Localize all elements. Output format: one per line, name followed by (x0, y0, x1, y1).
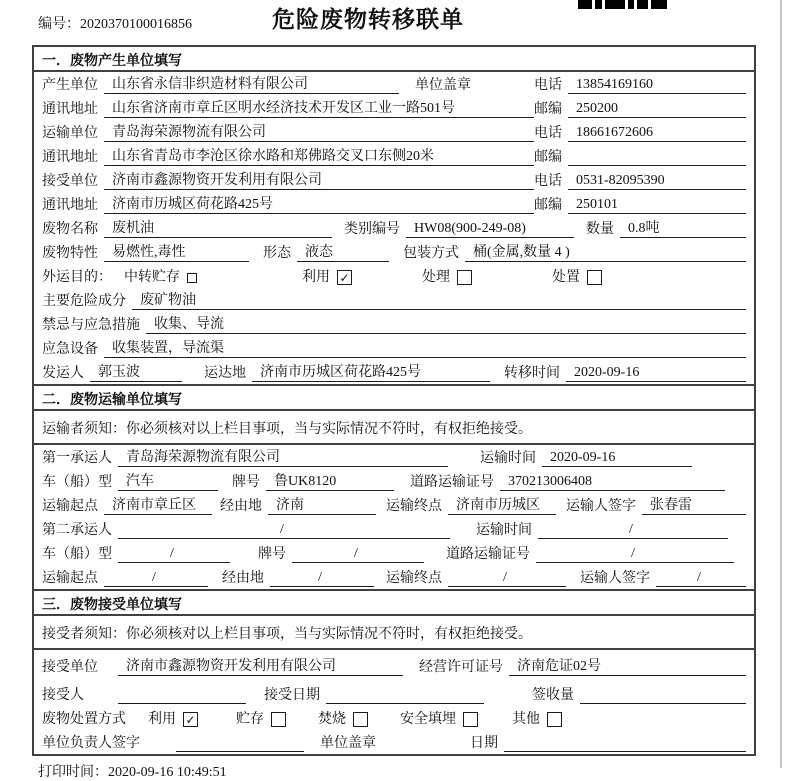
permit1-value: 370213006408 (500, 474, 725, 491)
carrier1-value: 青岛海荣源物流有限公司 (118, 446, 448, 467)
accept-date-value (326, 687, 484, 704)
destination-value: 济南市历城区荷花路425号 (252, 361, 490, 382)
hazard-value: 废矿物油 (132, 289, 746, 310)
row-route2 (34, 565, 754, 589)
transporter-phone-value: 18661672606 (568, 125, 746, 142)
section-producer (34, 47, 754, 384)
row-waste-traits (34, 240, 754, 264)
manifest-form (32, 45, 756, 756)
sign-date-label: 日期 (470, 736, 498, 751)
producer-address-value: 山东省济南市章丘区明水经济技术开发区工业一路501号 (104, 97, 534, 118)
end2-value: / (448, 570, 566, 587)
accept-date-label: 接受日期 (264, 688, 320, 703)
purpose-option-use-checkbox: ✓ (337, 270, 352, 285)
waste-name-label: 废物名称 (42, 222, 98, 237)
producer-label: 产生单位 (42, 78, 98, 93)
vehicle2-label: 车（船）型 (42, 547, 112, 562)
row-receiver (34, 168, 754, 192)
row-vehicle1 (34, 469, 754, 493)
receiver-zip-value: 250101 (568, 197, 746, 214)
row-taboo (34, 312, 754, 336)
purpose-option-treat-label: 处理 (422, 270, 450, 285)
producer-phone-label: 电话 (534, 78, 562, 93)
license-value: 济南危证02号 (509, 655, 746, 676)
plate2-value: / (292, 546, 424, 563)
document-number-label: 编号： (38, 17, 80, 32)
row-hazard (34, 288, 754, 312)
signed-amount-label: 签收量 (532, 688, 574, 703)
waste-qty-value: 0.8吨 (620, 217, 746, 238)
accept-person-label: 接受人 (42, 688, 84, 703)
carrier1-label: 第一承运人 (42, 451, 112, 466)
packing-value: 桶(金属,数量 4 ) (465, 241, 746, 262)
plate2-label: 牌号 (258, 547, 286, 562)
carrier1-time-value: 2020-09-16 (542, 450, 692, 467)
section2-title: 二．废物运输单位填写 (34, 386, 754, 411)
carrier2-time-value: / (538, 522, 728, 539)
transporter-notice: 运输者须知：你必须核对以上栏目事项，当与实际情况不符时，有权拒绝接受。 (34, 411, 754, 445)
transporter-address-label: 通讯地址 (42, 150, 98, 165)
sign1-label: 运输人签字 (566, 499, 636, 514)
via1-label: 经由地 (220, 499, 262, 514)
permit2-label: 道路运输证号 (446, 547, 530, 562)
equipment-label: 应急设备 (42, 342, 98, 357)
transporter-zip-label: 邮编 (534, 150, 562, 165)
print-time-value: 2020-09-16 10:49:51 (108, 765, 227, 780)
producer-zip-value: 250200 (568, 101, 746, 118)
row-responsible-sign (34, 730, 754, 754)
row-accept-unit (34, 650, 754, 678)
waste-form-value: 液态 (297, 241, 389, 262)
page-title: 危险废物转移联单 (272, 7, 464, 32)
origin1-label: 运输起点 (42, 499, 98, 514)
transporter-zip-value (568, 149, 746, 166)
receiver-value: 济南市鑫源物资开发利用有限公司 (104, 169, 534, 190)
row-route1 (34, 493, 754, 517)
receiver-address-label: 通讯地址 (42, 198, 98, 213)
sign-date-value (504, 735, 746, 752)
via1-value: 济南 (268, 494, 376, 515)
disposal-option-store-checkbox (271, 712, 286, 727)
receiver-zip-label: 邮编 (534, 198, 562, 213)
waste-category-value: HW08(900-249-08) (406, 221, 574, 238)
waste-traits-value: 易燃性,毒性 (104, 241, 249, 262)
disposal-option-use-label: 利用 (148, 712, 176, 727)
section3-title: 三．废物接受单位填写 (34, 591, 754, 616)
end1-label: 运输终点 (386, 499, 442, 514)
end2-label: 运输终点 (386, 571, 442, 586)
receiver-notice: 接受者须知：你必须核对以上栏目事项，当与实际情况不符时，有权拒绝接受。 (34, 616, 754, 650)
transporter-value: 青岛海荣源物流有限公司 (104, 121, 534, 142)
permit1-label: 道路运输证号 (410, 475, 494, 490)
shipper-value: 郭玉波 (90, 361, 182, 382)
vehicle1-value: 汽车 (118, 470, 218, 491)
purpose-option-use-label: 利用 (302, 270, 330, 285)
disposal-option-use-checkbox: ✓ (183, 712, 198, 727)
receiver-label: 接受单位 (42, 174, 98, 189)
transporter-phone-label: 电话 (534, 126, 562, 141)
disposal-option-other-label: 其他 (512, 712, 540, 727)
producer-seal-label: 单位盖章 (415, 78, 471, 93)
purpose-option-storage-checkbox (187, 273, 197, 283)
purpose-option-dispose-checkbox (587, 270, 602, 285)
document-number-value: 2020370100016856 (80, 17, 192, 32)
signed-amount-value (580, 687, 746, 704)
disposal-label: 废物处置方式 (42, 712, 126, 727)
section-receiver (34, 589, 754, 754)
shipper-label: 发运人 (42, 366, 84, 381)
row-disposal-method (34, 706, 754, 730)
row-carrier1 (34, 445, 754, 469)
transporter-label: 运输单位 (42, 126, 98, 141)
purpose-label: 外运目的： (42, 270, 112, 285)
row-receipt (34, 678, 754, 706)
carrier1-time-label: 运输时间 (480, 451, 536, 466)
page-edge-line (780, 0, 782, 768)
transfer-time-value: 2020-09-16 (566, 365, 746, 382)
waste-traits-label: 废物特性 (42, 246, 98, 261)
plate1-label: 牌号 (232, 475, 260, 490)
section-transporter (34, 384, 754, 589)
print-time (38, 761, 796, 781)
sign1-value: 张春雷 (642, 494, 746, 515)
row-transporter-address (34, 144, 754, 168)
origin2-value: / (104, 570, 208, 587)
taboo-label: 禁忌与应急措施 (42, 318, 140, 333)
row-emergency-equipment (34, 336, 754, 360)
purpose-option-treat-checkbox (457, 270, 472, 285)
disposal-option-burn-label: 焚烧 (318, 712, 346, 727)
row-vehicle2 (34, 541, 754, 565)
row-transporter (34, 120, 754, 144)
document-header (0, 0, 796, 45)
disposal-option-other-checkbox (547, 712, 562, 727)
carrier2-time-label: 运输时间 (476, 523, 532, 538)
receiver-phone-value: 0531-82095390 (568, 173, 746, 190)
row-producer (34, 72, 754, 96)
end1-value: 济南市历城区 (448, 494, 556, 515)
unit-seal-label: 单位盖章 (320, 736, 376, 751)
purpose-option-storage-label: 中转贮存 (124, 270, 180, 285)
transporter-address-value: 山东省青岛市李沧区徐水路和郑佛路交叉口东侧20米 (104, 145, 534, 166)
row-waste-name (34, 216, 754, 240)
destination-label: 运达地 (204, 366, 246, 381)
disposal-option-burn-checkbox (353, 712, 368, 727)
purpose-option-dispose-label: 处置 (552, 270, 580, 285)
waste-qty-label: 数量 (586, 222, 614, 237)
taboo-value: 收集、导流 (146, 313, 746, 334)
origin2-label: 运输起点 (42, 571, 98, 586)
section1-title: 一．废物产生单位填写 (34, 47, 754, 72)
row-transfer-purpose (34, 264, 754, 288)
packing-label: 包装方式 (403, 246, 459, 261)
waste-category-label: 类别编号 (344, 222, 400, 237)
row-carrier2 (34, 517, 754, 541)
equipment-value: 收集装置，导流渠 (104, 337, 746, 358)
vehicle2-value: / (118, 546, 230, 563)
accept-person-value (118, 687, 246, 704)
responsible-sign-label: 单位负责人签字 (42, 736, 140, 751)
disposal-option-landfill-checkbox (463, 712, 478, 727)
carrier2-label: 第二承运人 (42, 523, 112, 538)
producer-phone-value: 13854169160 (568, 77, 746, 94)
plate1-value: 鲁UK8120 (266, 470, 394, 491)
row-producer-address (34, 96, 754, 120)
origin1-value: 济南市章丘区 (104, 494, 212, 515)
permit2-value: / (536, 546, 734, 563)
receiver-phone-label: 电话 (534, 174, 562, 189)
row-receiver-address (34, 192, 754, 216)
producer-address-label: 通讯地址 (42, 102, 98, 117)
via2-value: / (270, 570, 374, 587)
carrier2-value: / (118, 522, 450, 539)
accept-unit-label: 接受单位 (42, 660, 98, 675)
producer-zip-label: 邮编 (534, 102, 562, 117)
sign2-label: 运输人签字 (580, 571, 650, 586)
row-dispatch (34, 360, 754, 384)
accept-unit-value: 济南市鑫源物资开发利用有限公司 (118, 655, 403, 676)
disposal-option-store-label: 贮存 (236, 712, 264, 727)
waste-form-label: 形态 (263, 246, 291, 261)
via2-label: 经由地 (222, 571, 264, 586)
waste-name-value: 废机油 (104, 217, 332, 238)
transfer-time-label: 转移时间 (504, 366, 560, 381)
print-time-label: 打印时间： (38, 765, 108, 780)
producer-value: 山东省永信非织造材料有限公司 (104, 73, 399, 94)
receiver-address-value: 济南市历城区荷花路425号 (104, 193, 534, 214)
vehicle1-label: 车（船）型 (42, 475, 112, 490)
license-label: 经营许可证号 (419, 660, 503, 675)
hazard-label: 主要危险成分 (42, 294, 126, 309)
sign2-value: / (656, 570, 746, 587)
disposal-option-landfill-label: 安全填埋 (400, 712, 456, 727)
responsible-sign-value (176, 735, 304, 752)
